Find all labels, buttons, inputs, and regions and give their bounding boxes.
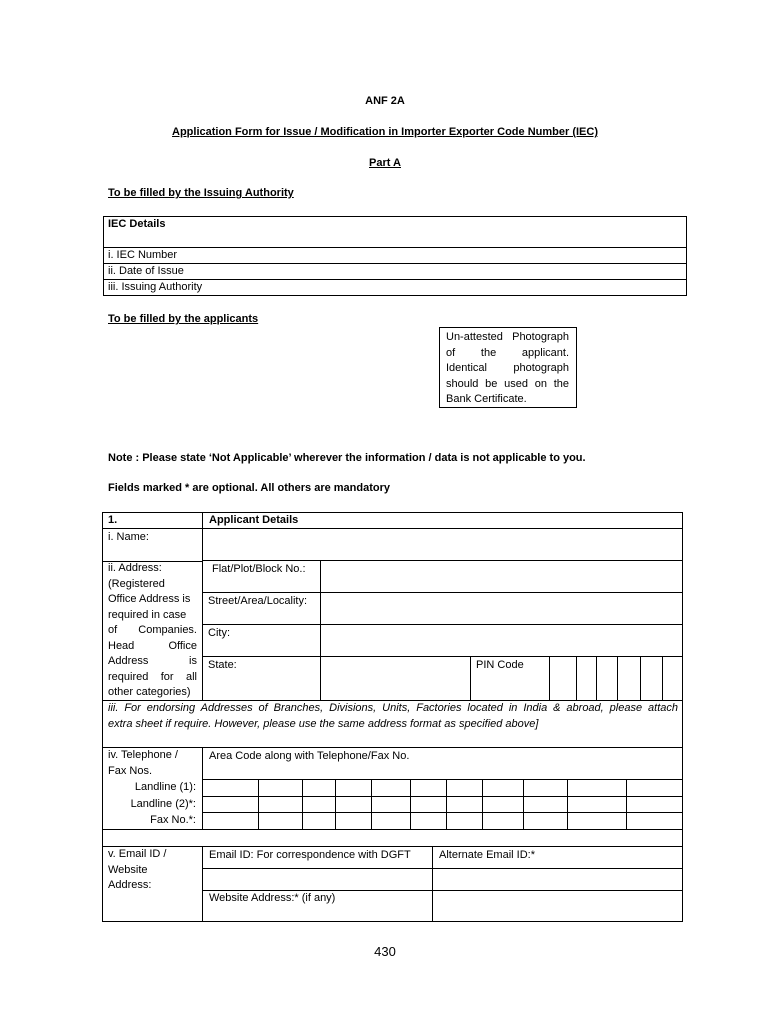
photo-line: of the applicant. (446, 346, 569, 359)
street-label: Street/Area/Locality: (208, 595, 308, 607)
branches-note-line: extra sheet if require. However, please use the same address format as specified above] (108, 717, 539, 730)
email-dgft-label: Email ID: For correspondence with DGFT (209, 849, 411, 861)
alternate-email-label: Alternate Email ID:* (439, 849, 535, 861)
flat-label: Flat/Plot/Block No.: (212, 563, 306, 575)
photo-line: Bank Certificate. (446, 393, 527, 405)
address-label-line: ii. Address: (108, 562, 162, 574)
branches-note (108, 701, 678, 732)
authority-heading: To be filled by the Issuing Authority (108, 187, 294, 199)
iec-details-title: IEC Details (108, 218, 166, 230)
website-label: Website Address:* (if any) (209, 892, 336, 904)
address-label-line: Office Address is (108, 593, 191, 605)
landline2-label: Landline (2)*: (130, 798, 196, 810)
fax-label: Fax No.*: (150, 814, 196, 826)
address-label-line: Head Office (108, 639, 197, 652)
branches-note-line: iii. For endorsing Addresses of Branches, Divisions, Units, Factories located in India & abroad, please attach (108, 702, 678, 714)
photo-line: should be used on the (446, 377, 569, 390)
email-label-line: Website (108, 863, 148, 876)
iec-number-label: i. IEC Number (108, 249, 178, 261)
address-label-line: of Companies. (108, 624, 197, 636)
form-title: Application Form for Issue / Modification in Importer Exporter Code Number (IEC) (172, 126, 598, 138)
section-number: 1. (108, 514, 118, 526)
page-number: 430 (374, 944, 396, 959)
email-label (108, 847, 166, 894)
state-label: State: (208, 659, 237, 671)
landline1-label: Landline (1): (134, 781, 196, 793)
photo-box (439, 327, 577, 408)
fields-note: Fields marked * are optional. All others are mandatory (108, 482, 391, 494)
area-code-label: Area Code along with Telephone/Fax No. (209, 750, 410, 762)
telephone-label-line: iv. Telephone / (108, 749, 178, 761)
name-label: i. Name: (108, 531, 149, 543)
date-of-issue-label: ii. Date of Issue (108, 265, 184, 277)
issuing-authority-label: iii. Issuing Authority (108, 281, 203, 293)
email-label-line: Address: (108, 879, 152, 891)
applicant-details-title: Applicant Details (209, 514, 299, 526)
telephone-label (108, 748, 178, 779)
applicants-heading: To be filled by the applicants (108, 313, 259, 325)
address-label (108, 561, 197, 701)
note-text: Note : Please state ‘Not Applicable’ wherever the information / data is not applicable to you. (108, 452, 586, 464)
address-label-line: Address is (108, 655, 197, 667)
photo-line: Identical photograph (446, 362, 569, 374)
address-label-line: other categories) (108, 686, 191, 698)
address-label-line: required for all (108, 670, 197, 683)
address-label-line: required in case (108, 608, 187, 621)
city-label: City: (208, 627, 230, 639)
part-label: Part A (369, 157, 401, 169)
email-label-line: v. Email ID / (108, 848, 167, 860)
photo-line: Un-attested Photograph (446, 331, 569, 343)
pin-code-label: PIN Code (476, 659, 524, 671)
telephone-label-line: Fax Nos. (108, 764, 153, 777)
form-code: ANF 2A (365, 95, 405, 107)
address-label-line: (Registered (108, 577, 165, 590)
